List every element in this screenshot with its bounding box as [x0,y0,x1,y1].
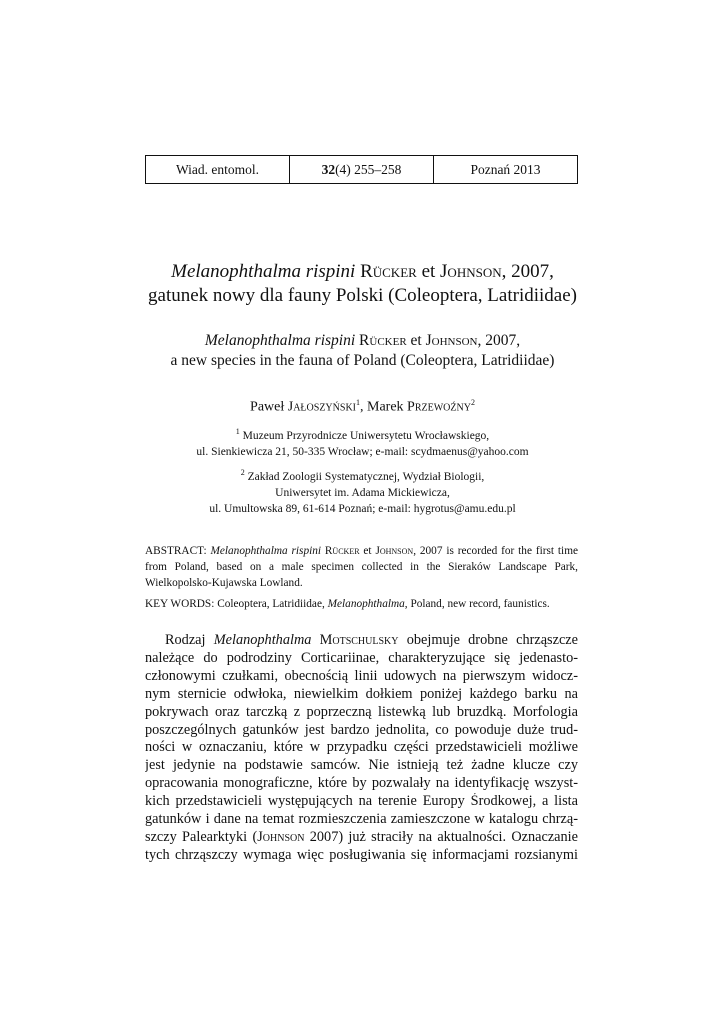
abstract-label: ABSTRACT: [145,545,211,557]
body-text-fragment: 2007) już straciły na aktualności. Oznaczanie [304,828,578,845]
title-en-species: Melanophthalma rispini [204,332,356,349]
title-en-year: , 2007, [477,332,521,349]
place-year: Poznań 2013 [470,161,541,177]
issue-pages: (4) 255–258 [335,161,402,177]
volume-number: 32 [321,161,336,177]
affiliation-1-name: Muzeum Przyrodnicze Uniwersytetu Wrocławskiego, [239,429,490,442]
body-line: tych chrząszczy wymaga więc posługiwania się informacjami rozsianymi [145,846,578,863]
body-line: członowymi czułkami, obecnością linii udowych na pierwszym widocz- [145,667,578,684]
affiliation-2-line2: Uniwersytet im. Adama Mickiewicza, [275,486,450,499]
affiliation-1 [100,424,625,460]
body-line: należące do podrodziny Corticariinae, charakteryzujące się jedenasto- [145,649,578,666]
title-english-line2: a new species in the fauna of Poland (Coleoptera, Latridiidae) [170,352,555,369]
title-author2: Johnson [440,261,502,282]
keywords [145,597,578,613]
author-separator: , Marek [360,399,408,415]
abstract-author2: Johnson [375,545,414,557]
affiliation-2-line1 [100,465,625,485]
journal-header-box [145,155,578,184]
body-text-fragment: Rodzaj [165,632,214,648]
body-line: opracowania monograficzne, które by pozwalały na identyfikację wszyst- [145,775,578,792]
body-line [145,829,578,847]
body-line: pokrywach oraz tarczką z poprzeczną listewką lub bruzdką. Morfologia [145,703,578,720]
abstract-species: Melanophthalma rispini [210,545,322,557]
title-english-line1 [100,331,625,351]
affiliation-2 [100,465,625,517]
body-line: jest jedynie na podstawie samców. Nie istnieją też żadne klucze czy [145,757,578,774]
title-species: Melanophthalma rispini [171,261,356,282]
body-line: gatunków i dane na temat rozmieszczenia zamieszczone w katalogu chrzą- [145,811,578,828]
author2-sup: 2 [470,398,475,407]
body-citation-author: Johnson [257,828,305,845]
affiliation-2-line3: ul. Umultowska 89, 61-614 Poznań; e-mail: hygrotus@amu.edu.pl [209,502,516,515]
body-line: poszczególnych gatunków jest bardzo jednolita, co powoduje duże trud- [145,721,578,738]
abstract-author1: Rücker [324,545,360,557]
body-line [145,632,578,650]
body-line: kich przedstawicieli występujących na terenie Europy Środkowej, a lista [145,793,578,810]
keywords-part1: Coleoptera, Latridiidae, [217,598,328,610]
title-en-author1: Rücker [359,332,407,349]
title-polish-line2: gatunek nowy dla fauny Polski (Coleoptera, Latridiidae) [148,285,577,306]
body-paragraph [145,632,578,865]
abstract-text: , 2007 is recorded for the first time from Poland, based on a male specimen collected in the Sieraków Landscape Park, Wielkopolsko-Kujawska Lowland. [145,545,578,589]
journal-name: Wiad. entomol. [146,156,290,183]
keywords-part2: , Poland, new record, faunistics. [404,598,550,610]
body-author: Motschulsky [319,632,399,648]
body-line: ności w oznaczaniu, które w przypadku części przedstawicieli możliwe [145,739,578,756]
title-author1: Rücker [360,261,417,282]
affiliation-1-line2: ul. Sienkiewicza 21, 50-335 Wrocław; e-mail: scydmaenus@yahoo.com [196,445,529,458]
affiliation-1-line1 [100,424,625,444]
body-text-fragment: obejmuje drobne chrząszcze [398,632,578,648]
author1-sup: 1 [356,398,360,407]
title-en-et: et [406,332,426,349]
body-text-fragment: szczy Palearktyki ( [145,828,258,845]
author-list [100,393,625,418]
title-polish [100,260,625,308]
author2-last: Przewoźny [407,399,471,415]
author1-last: Jałoszyński [287,399,356,415]
title-english [100,331,625,371]
keywords-label: KEY WORDS: [145,598,218,610]
volume-issue-pages [290,156,434,183]
title-en-author2: Johnson [425,332,478,349]
title-polish-line1 [100,260,625,284]
keywords-genus: Melanophthalma [327,598,405,610]
abstract [145,544,578,591]
title-et: et [416,261,441,282]
affiliation-1-sup: 1 [235,427,240,436]
abstract-et: et [359,545,376,557]
author1-first: Paweł [250,399,288,415]
body-line: nym sternicie odwłoka, niewielkim dołkiem poniżej każdego barku na [145,685,578,702]
title-year: , 2007, [501,261,554,282]
affiliation-2-sup: 2 [240,468,245,477]
body-genus: Melanophthalma [213,632,312,648]
affiliation-2-name: Zakład Zoologii Systematycznej, Wydział Biologii, [244,470,485,483]
